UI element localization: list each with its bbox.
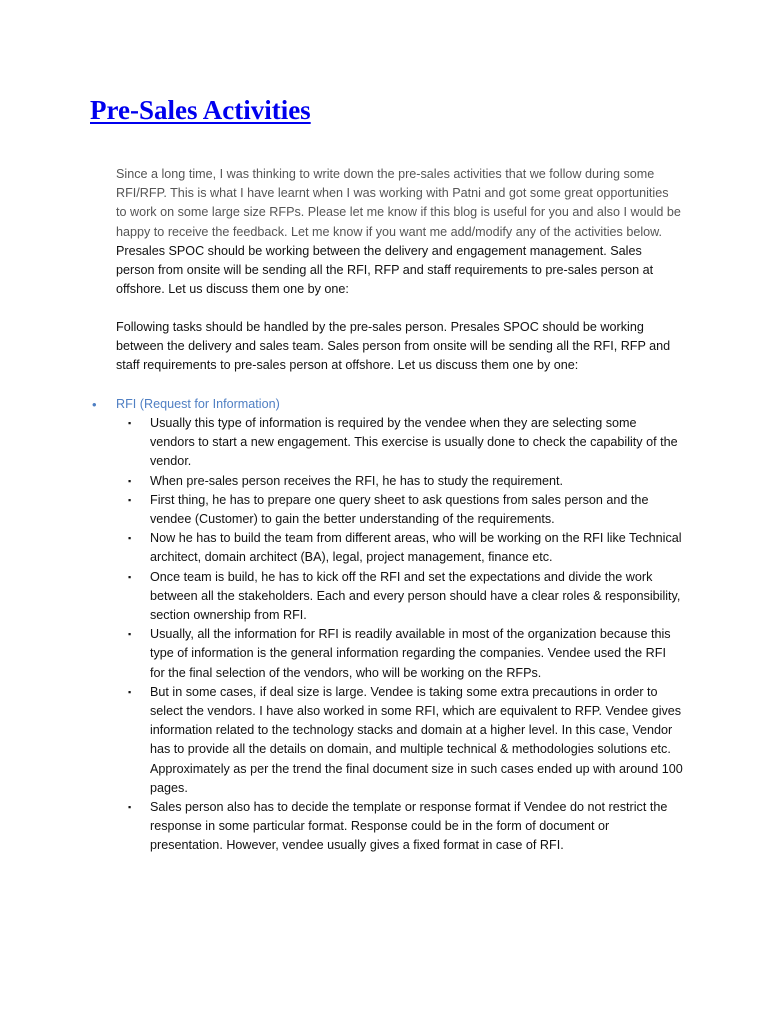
tasks-paragraph: Following tasks should be handled by the pre-sales person. Presales SPOC should be working between the delivery and sales team. Sales person from onsite will be sending all the RFI, RFP and staff requirements to pre-sales person at offshore. Let us discuss them one by one: xyxy=(116,320,671,373)
square-bullet-icon: ▪ xyxy=(128,494,132,505)
square-bullet-icon: ▪ xyxy=(128,571,132,582)
list-item-text: When pre-sales person receives the RFI, he has to study the requirement. xyxy=(150,473,563,488)
list-item-text: Usually this type of information is required by the vendee when they are selecting some vendors to start a new engagement. This exercise is usually done to check the capability of the vendor. xyxy=(150,416,678,469)
page-title: Pre-Sales Activities xyxy=(90,95,311,125)
list-item xyxy=(128,472,684,491)
section-heading: RFI (Request for Information) xyxy=(116,397,280,411)
square-bullet-icon: ▪ xyxy=(128,802,132,813)
list-item-text: Usually, all the information for RFI is readily available in most of the organization because this type of information is the general information regarding the companies. Vendee used the RFI for the final selection of the vendors, who will be working on the RFPs. xyxy=(150,627,671,680)
square-bullet-icon: ▪ xyxy=(128,533,132,544)
bullet-icon: • xyxy=(92,397,97,412)
square-bullet-icon: ▪ xyxy=(128,686,132,697)
square-bullet-icon: ▪ xyxy=(128,475,132,486)
list-item xyxy=(128,491,684,529)
list-item xyxy=(128,568,684,626)
intro-text-dark: Presales SPOC should be working between the delivery and engagement management. Sales person from onsite will be sending all the RFI, RFP and staff requirements to pre-sales person at offshore. Let us discuss them one by one: xyxy=(116,243,654,297)
list-item-text: But in some cases, if deal size is large. Vendee is taking some extra precautions in order to select the vendors. I have also worked in some RFI, which are equivalent to RFP. Vendee gives information related to the technology stacks and domain at a higher level. In this case, Vendor has to provide all the details on domain, and multiple technical & methodologies solutions etc. Approximately as per the trend the final document size in such cases ended up with around 100 pages. xyxy=(150,684,683,795)
rfi-item-list xyxy=(128,414,684,856)
intro-paragraph xyxy=(116,165,682,299)
list-item xyxy=(128,683,684,798)
intro-text-gray: Since a long time, I was thinking to write down the pre-sales activities that we follow during some RFI/RFP. This is what I have learnt when I was working with Patni and got some great opportunities to work on some large size RFPs. Please let me know if this blog is useful for you and also I would be happy to receive the feedback. Let me know if you want me add/modify any of the activities below. xyxy=(116,167,681,239)
list-item-text: First thing, he has to prepare one query sheet to ask questions from sales person and the vendee (Customer) to gain the better understanding of the requirements. xyxy=(150,492,649,527)
list-item xyxy=(128,625,684,683)
list-item xyxy=(128,414,684,472)
list-item-text: Once team is build, he has to kick off the RFI and set the expectations and divide the work between all the stakeholders. Each and every person should have a clear roles & responsibility, section ownership from RFI. xyxy=(150,569,681,623)
list-item xyxy=(128,529,684,567)
square-bullet-icon: ▪ xyxy=(128,418,132,428)
list-item-text: Sales person also has to decide the template or response format if Vendee do not restrict the response in some particular format. Response could be in the form of document or presentation. However, vendee usually gives a fixed format in case of RFI. xyxy=(150,800,668,853)
list-item-text: Now he has to build the team from different areas, who will be working on the RFI like Technical architect, domain architect (BA), legal, project management, finance etc. xyxy=(150,531,682,565)
square-bullet-icon: ▪ xyxy=(128,629,132,640)
list-item xyxy=(128,798,684,856)
